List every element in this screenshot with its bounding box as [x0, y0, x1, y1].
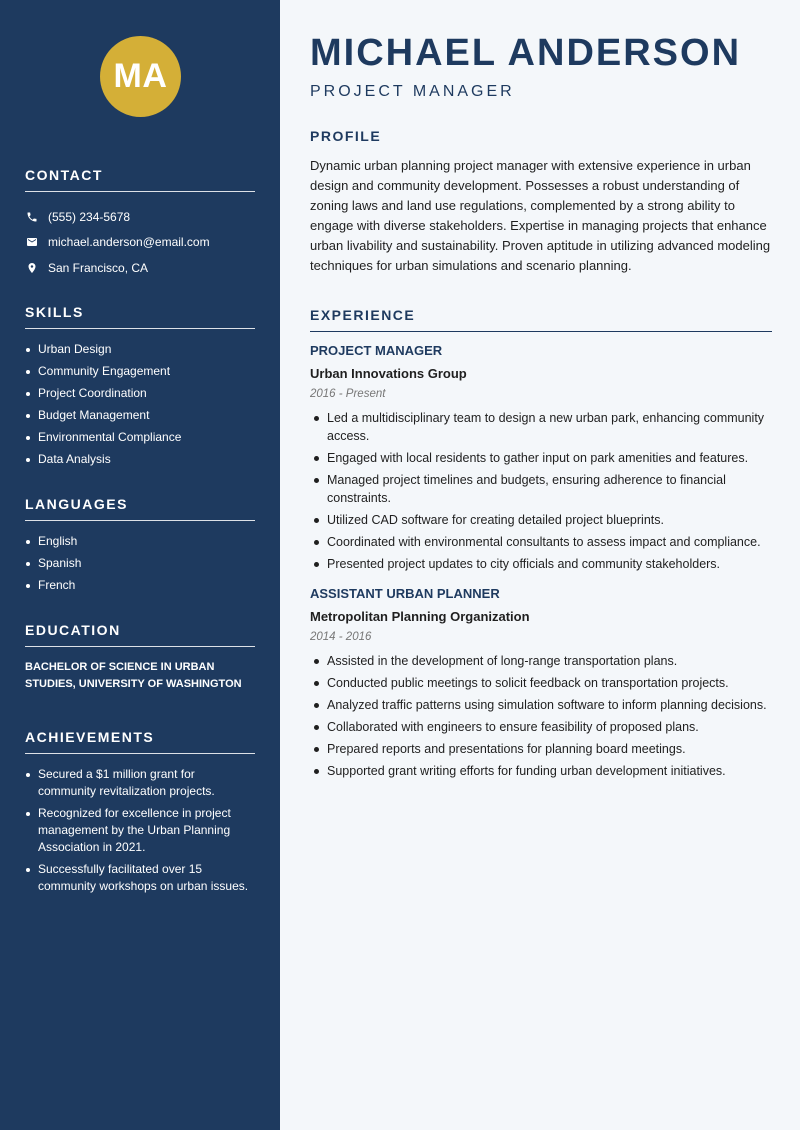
achievements-list	[25, 766, 255, 895]
list-item: Budget Management	[25, 407, 255, 424]
list-item: Coordinated with environmental consultants to assess impact and compliance.	[310, 533, 772, 551]
list-item: French	[25, 577, 255, 594]
list-item: Successfully facilitated over 15 community workshops on urban issues.	[25, 861, 255, 895]
languages-section	[25, 496, 255, 599]
phone-icon	[25, 210, 39, 224]
list-item: Collaborated with engineers to ensure feasibility of proposed plans.	[310, 718, 772, 736]
job-entry	[310, 585, 772, 780]
education-heading: EDUCATION	[25, 622, 255, 647]
list-item: Data Analysis	[25, 451, 255, 468]
languages-heading: LANGUAGES	[25, 496, 255, 521]
job-dates: 2014 - 2016	[310, 631, 372, 643]
list-item: Engaged with local residents to gather input on park amenities and features.	[310, 449, 772, 467]
list-item: Community Engagement	[25, 363, 255, 380]
sidebar	[0, 0, 280, 1130]
job-title: PROJECT MANAGER	[310, 343, 443, 358]
profile-heading: PROFILE	[310, 128, 382, 144]
profile-section	[310, 128, 772, 276]
contact-location	[25, 255, 255, 281]
list-item: Utilized CAD software for creating detailed project blueprints.	[310, 511, 772, 529]
experience-section	[310, 307, 772, 784]
achievements-heading: ACHIEVEMENTS	[25, 729, 255, 754]
person-role: PROJECT MANAGER	[310, 83, 515, 100]
contact-phone	[25, 204, 255, 230]
list-item: Prepared reports and presentations for planning board meetings.	[310, 740, 772, 758]
list-item: Presented project updates to city officials and community stakeholders.	[310, 555, 772, 573]
list-item: English	[25, 533, 255, 550]
skills-section	[25, 304, 255, 473]
list-item: Recognized for excellence in project management by the Urban Planning Association in 2021.	[25, 805, 255, 856]
job-organization: Metropolitan Planning Organization	[310, 609, 530, 624]
list-item: Spanish	[25, 555, 255, 572]
skills-list	[25, 341, 255, 468]
list-item: Conducted public meetings to solicit feedback on transportation projects.	[310, 674, 772, 692]
job-organization: Urban Innovations Group	[310, 366, 467, 381]
job-bullets	[310, 652, 772, 780]
job-entry	[310, 342, 772, 573]
list-item: Managed project timelines and budgets, ensuring adherence to financial constraints.	[310, 471, 772, 507]
list-item: Secured a $1 million grant for community revitalization projects.	[25, 766, 255, 800]
email-text: michael.anderson@email.com	[48, 235, 210, 250]
skills-heading: SKILLS	[25, 304, 255, 329]
education-section	[25, 622, 255, 693]
list-item: Supported grant writing efforts for funding urban development initiatives.	[310, 762, 772, 780]
location-pin-icon	[25, 261, 39, 275]
list-item: Led a multidisciplinary team to design a new urban park, enhancing community access.	[310, 409, 772, 445]
person-name: MICHAEL ANDERSON	[310, 32, 742, 74]
list-item: Assisted in the development of long-range transportation plans.	[310, 652, 772, 670]
achievements-section	[25, 729, 255, 900]
location-text: San Francisco, CA	[48, 260, 149, 275]
avatar: MA	[100, 36, 181, 117]
contact-heading: CONTACT	[25, 167, 255, 192]
contact-section	[25, 167, 255, 281]
education-degree: BACHELOR OF SCIENCE IN URBAN STUDIES, UNIVERSITY OF WASHINGTON	[25, 661, 242, 690]
languages-list	[25, 533, 255, 594]
profile-text: Dynamic urban planning project manager with extensive experience in urban design and community development. Possesses a robust understanding of zoning laws and land use regulations, complemented by a strong ability to engage with diverse stakeholders. Expertise in managing projects that enhance urban livability and sustainability. Proven aptitude in utilizing advanced modeling techniques for urban simulations and scenario planning.	[310, 158, 771, 273]
list-item: Analyzed traffic patterns using simulation software to inform planning decisions.	[310, 696, 772, 714]
list-item: Urban Design	[25, 341, 255, 358]
contact-email	[25, 230, 255, 256]
job-bullets	[310, 409, 772, 573]
experience-heading: EXPERIENCE	[310, 307, 772, 332]
list-item: Environmental Compliance	[25, 429, 255, 446]
job-dates: 2016 - Present	[310, 388, 386, 400]
phone-text: (555) 234-5678	[48, 209, 131, 224]
job-title: ASSISTANT URBAN PLANNER	[310, 586, 500, 601]
mail-icon	[25, 235, 39, 249]
list-item: Project Coordination	[25, 385, 255, 402]
